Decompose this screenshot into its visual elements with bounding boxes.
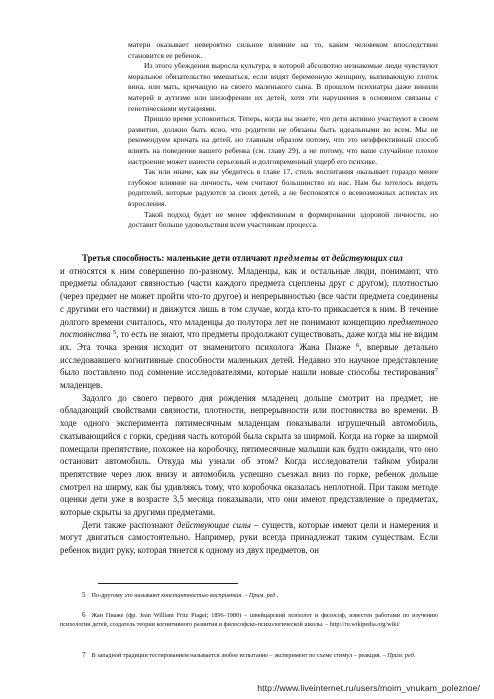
body-paragraph — [60, 519, 438, 557]
footnote-text: . – — [241, 592, 248, 599]
passage-paragraph: матери оказывает невероятно сильное влияние на то, каким человеком впоследствии становится ее ребенок. — [128, 40, 438, 60]
body-text: , то есть не знают, что предметы продолжают существовать, даже когда мы не видим их. Эта точка зрения исходит от знаменитого психолога Жана Пиаже — [60, 329, 438, 352]
footnote-number: 5 — [82, 591, 86, 599]
footnote-number: 7 — [82, 651, 86, 659]
footnote-text: По-другому это называют — [91, 592, 160, 599]
passage-paragraph: Такой подход будет не менее эффективным в формировании здоровой личности, но доставит больше удовольствия всем участникам процесса. — [128, 209, 438, 230]
body-text: Дети также распознают — [82, 519, 174, 530]
term-object-permanence: предметного постоянства — [60, 316, 438, 340]
footnote-5 — [60, 591, 438, 600]
heading-connector: от — [321, 253, 330, 263]
term-acting-forces: действующие силы — [176, 519, 251, 530]
editor-note: Прим. ред. — [387, 652, 416, 659]
footnote-text: В западной традиции тестированием называется любое испытание – эксперимент по схеме стимул – реакция. – — [91, 652, 386, 659]
footnote-ref[interactable]: 6 — [355, 341, 360, 349]
footnote-7 — [60, 651, 438, 660]
body-text: – существ, которые имеют цели и намерения и могут двигаться самостоятельно. Например, руки всегда принадлежат таким существам. Если ребенок видит руку, которая тянется к одному из двух предметов, он — [60, 519, 439, 556]
body-paragraph — [60, 252, 438, 392]
ability-heading: Третья способность: маленькие дети отличают — [82, 253, 272, 263]
indented-passage — [128, 40, 438, 231]
passage-paragraph: Пришло время успокоиться. Теперь, когда вы знаете, что дети активно участвуют в своем развитии, должно быть ясно, что родители не обязаны быть идеальными во всем. Мы не рекомендуем кричать на детей, но главным образом потому, что это неэффективный способ влиять на поведение вашего ребенка (см. главу 29), а не потому, что ваше случайное плохое настроение может нанести серьезный и долговременный ущерб его психике. — [128, 114, 438, 166]
footnote-term: константностью восприятия — [161, 592, 242, 599]
footnote-separator — [98, 583, 238, 584]
term-objects: предметы — [273, 253, 319, 263]
passage-paragraph: Так или иначе, как вы убедитесь в главе 17, стиль воспитания оказывает гораздо менее глубокое влияние на личность, чем считают большинство из нас. Нам бы хотелось видеть родителей, которые радуются за своих детей, а не беспокоятся о всевозможных аспектах их взросления. — [128, 167, 438, 208]
editor-note: Прим. ред . — [248, 592, 279, 599]
passage-paragraph: Из этого убеждения выросла культура, в которой абсолютно незнакомые люди чувствуют моральное обязательство вмешаться, если видят беременную женщину, выпивающую глоток вина, или мать, кричащую на своего маленького сына. В прошлом психиатры даже винили матерей в аутизме или шизофрении их детей, хотя эти нарушения в основном связаны с генетическими мутациями. — [128, 61, 438, 113]
body-text: , впервые детально исследовавшего когнитивные способности маленьких детей. Недавно это научное представление было поставлено под сомнение исследователями, которые нашли новые способы тестирования — [60, 341, 438, 378]
term-agents: действующих сил — [331, 253, 403, 263]
footnote-number: 6 — [82, 611, 86, 619]
footnote-ref[interactable]: 7 — [434, 367, 438, 375]
body-text: младенцев. — [60, 380, 103, 391]
main-text — [60, 252, 438, 557]
footnote-6 — [60, 611, 438, 629]
body-text: и относятся к ним совершенно по-разному. Младенцы, как и остальные люди, понимают, что предметы обладают связностью (части каждого предмета сцеплены друг с другом), плотностью (через предмет не может пройти что-то другое) и непрерывностью (все части предмета соединены с другими его частями) и движутся лишь в том случае, когда кто-то прикасается к ним. В течение долгого времени считалось, что младенцы до полутора лет не понимают концепцию — [60, 265, 438, 327]
footnote-text: Жан Пиаже (фр. Jean William Fritz Piaget; 1896–1980) – швейцарский психолог и философ, известен работами по изучению психологии детей, создатель теории когнитивного развития и философско-психологической школы. – http://ru.wikipedia.org/wiki/ — [60, 612, 438, 628]
footnote-ref[interactable]: 5 — [112, 329, 117, 337]
watermark-url: http://www.liveinternet.ru/users/moim_vnukam_poleznoe/ — [257, 683, 480, 693]
body-paragraph: Задолго до своего первого дня рождения младенец дольше смотрит на предмет, не обладающий свойствами связности, плотности, непрерывности или постоянства во времени. В ходе одного эксперимента пятимесячным младенцам показывали игрушечный автомобиль, скатывающийся с горки, средняя часть которой была скрыта за ширмой. Когда на горке за ширмой помещали препятствие, похожее на коробочку, пятимесячные малыши как будто ожидали, что оно остановит автомобиль. Откуда мы узнали об этом? Когда исследователи тайком убирали препятствие через люк внизу и автомобиль успешно съезжал вниз по горке, ребенок дольше смотрел на ширму, как бы удивляясь тому, что коробочка оказалась неплотной. При таком методе оценки дети уже в возрасте 3,5 месяца показывали, что они имеют представление о предметах, которые скрыты за другими предметами. — [60, 392, 438, 518]
